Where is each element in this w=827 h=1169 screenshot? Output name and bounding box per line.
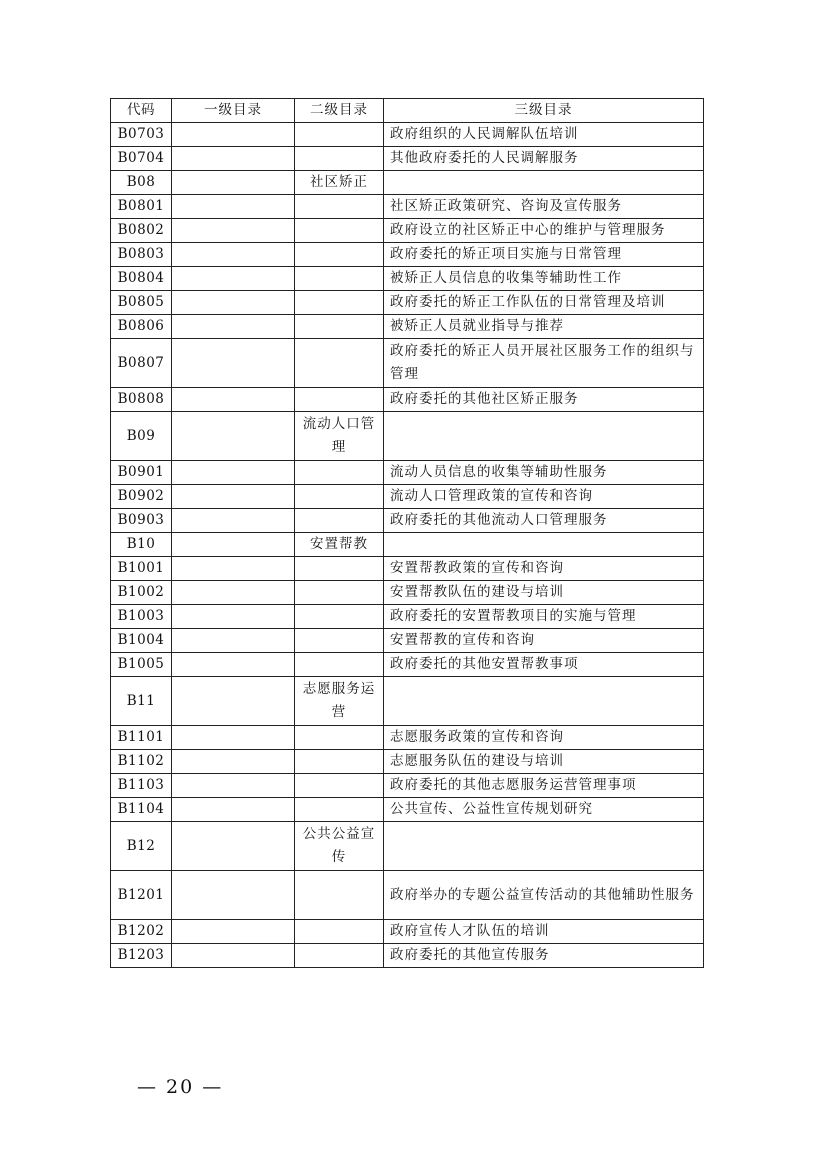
row-code: B1104 bbox=[111, 798, 172, 822]
row-code: B1201 bbox=[111, 871, 172, 920]
row-code: B1202 bbox=[111, 920, 172, 944]
row-code: B0703 bbox=[111, 123, 172, 147]
row-level2 bbox=[295, 388, 384, 412]
row-level2 bbox=[295, 147, 384, 171]
row-level1 bbox=[172, 388, 295, 412]
row-code: B0806 bbox=[111, 315, 172, 339]
row-level3: 政府委托的矫正项目实施与日常管理 bbox=[384, 243, 704, 267]
row-level3: 安置帮教队伍的建设与培训 bbox=[384, 581, 704, 605]
table-row bbox=[111, 339, 704, 388]
row-code: B1001 bbox=[111, 557, 172, 581]
row-level1 bbox=[172, 726, 295, 750]
row-level2 bbox=[295, 581, 384, 605]
row-level1 bbox=[172, 653, 295, 677]
table-row bbox=[111, 822, 704, 871]
row-level1 bbox=[172, 461, 295, 485]
row-code: B0807 bbox=[111, 339, 172, 388]
row-level3 bbox=[384, 822, 704, 871]
table-row bbox=[111, 267, 704, 291]
table-row bbox=[111, 774, 704, 798]
row-level3: 政府委托的其他志愿服务运营管理事项 bbox=[384, 774, 704, 798]
row-level2: 安置帮教 bbox=[295, 533, 384, 557]
table-row bbox=[111, 944, 704, 968]
row-code: B0801 bbox=[111, 195, 172, 219]
row-level3 bbox=[384, 677, 704, 726]
row-level3: 志愿服务队伍的建设与培训 bbox=[384, 750, 704, 774]
row-code: B0901 bbox=[111, 461, 172, 485]
row-level2 bbox=[295, 726, 384, 750]
row-level3: 流动人员信息的收集等辅助性服务 bbox=[384, 461, 704, 485]
table-row bbox=[111, 533, 704, 557]
row-code: B0903 bbox=[111, 509, 172, 533]
row-level3: 安置帮教政策的宣传和咨询 bbox=[384, 557, 704, 581]
table-row bbox=[111, 219, 704, 243]
row-level2 bbox=[295, 509, 384, 533]
row-code: B0803 bbox=[111, 243, 172, 267]
row-code: B1004 bbox=[111, 629, 172, 653]
row-level1 bbox=[172, 798, 295, 822]
row-level3 bbox=[384, 412, 704, 461]
row-level2 bbox=[295, 243, 384, 267]
row-level1 bbox=[172, 629, 295, 653]
row-code: B0804 bbox=[111, 267, 172, 291]
row-level3: 政府委托的矫正人员开展社区服务工作的组织与管理 bbox=[384, 339, 704, 388]
table-row bbox=[111, 195, 704, 219]
table-row bbox=[111, 485, 704, 509]
row-level1 bbox=[172, 485, 295, 509]
table-row bbox=[111, 147, 704, 171]
row-level2 bbox=[295, 920, 384, 944]
row-level3: 政府委托的其他宣传服务 bbox=[384, 944, 704, 968]
row-code: B1002 bbox=[111, 581, 172, 605]
row-level3 bbox=[384, 533, 704, 557]
table-row bbox=[111, 798, 704, 822]
row-level3: 公共宣传、公益性宣传规划研究 bbox=[384, 798, 704, 822]
row-level3: 政府组织的人民调解队伍培训 bbox=[384, 123, 704, 147]
row-level1 bbox=[172, 339, 295, 388]
row-code: B10 bbox=[111, 533, 172, 557]
row-level1 bbox=[172, 871, 295, 920]
row-level2: 公共公益宣传 bbox=[295, 822, 384, 871]
row-level3: 志愿服务政策的宣传和咨询 bbox=[384, 726, 704, 750]
row-level1 bbox=[172, 123, 295, 147]
row-level2 bbox=[295, 339, 384, 388]
header-row bbox=[111, 99, 704, 123]
row-level3: 被矫正人员信息的收集等辅助性工作 bbox=[384, 267, 704, 291]
table-row bbox=[111, 871, 704, 920]
row-code: B12 bbox=[111, 822, 172, 871]
row-level1 bbox=[172, 171, 295, 195]
row-level3 bbox=[384, 171, 704, 195]
table-row bbox=[111, 653, 704, 677]
row-level1 bbox=[172, 920, 295, 944]
row-level3: 政府委托的矫正工作队伍的日常管理及培训 bbox=[384, 291, 704, 315]
table-row bbox=[111, 605, 704, 629]
table-row bbox=[111, 920, 704, 944]
row-level2 bbox=[295, 315, 384, 339]
table-row bbox=[111, 171, 704, 195]
row-level3: 政府宣传人才队伍的培训 bbox=[384, 920, 704, 944]
row-code: B0902 bbox=[111, 485, 172, 509]
row-code: B1203 bbox=[111, 944, 172, 968]
row-level3: 其他政府委托的人民调解服务 bbox=[384, 147, 704, 171]
table-row bbox=[111, 581, 704, 605]
row-level1 bbox=[172, 147, 295, 171]
table-row bbox=[111, 461, 704, 485]
row-code: B0802 bbox=[111, 219, 172, 243]
table-row bbox=[111, 629, 704, 653]
row-level2: 社区矫正 bbox=[295, 171, 384, 195]
row-code: B1003 bbox=[111, 605, 172, 629]
row-level1 bbox=[172, 219, 295, 243]
row-level1 bbox=[172, 291, 295, 315]
row-level2 bbox=[295, 291, 384, 315]
row-level1 bbox=[172, 509, 295, 533]
row-level3: 安置帮教的宣传和咨询 bbox=[384, 629, 704, 653]
row-level3: 被矫正人员就业指导与推荐 bbox=[384, 315, 704, 339]
table-row bbox=[111, 726, 704, 750]
row-level2 bbox=[295, 123, 384, 147]
table-row bbox=[111, 677, 704, 726]
row-code: B08 bbox=[111, 171, 172, 195]
row-level1 bbox=[172, 581, 295, 605]
row-level3: 政府委托的安置帮教项目的实施与管理 bbox=[384, 605, 704, 629]
row-level2 bbox=[295, 267, 384, 291]
row-level3: 社区矫正政策研究、咨询及宣传服务 bbox=[384, 195, 704, 219]
catalog-table bbox=[110, 98, 704, 968]
table-row bbox=[111, 388, 704, 412]
row-level1 bbox=[172, 533, 295, 557]
header-level3: 三级目录 bbox=[384, 99, 704, 123]
row-level2 bbox=[295, 219, 384, 243]
row-level2 bbox=[295, 798, 384, 822]
row-level2 bbox=[295, 605, 384, 629]
row-code: B1103 bbox=[111, 774, 172, 798]
header-code: 代码 bbox=[111, 99, 172, 123]
header-level1: 一级目录 bbox=[172, 99, 295, 123]
row-level2 bbox=[295, 629, 384, 653]
row-code: B09 bbox=[111, 412, 172, 461]
row-level2 bbox=[295, 653, 384, 677]
table-row bbox=[111, 243, 704, 267]
row-level1 bbox=[172, 315, 295, 339]
row-level2 bbox=[295, 750, 384, 774]
row-level3: 政府举办的专题公益宣传活动的其他辅助性服务 bbox=[384, 871, 704, 920]
table-row bbox=[111, 123, 704, 147]
table-row bbox=[111, 750, 704, 774]
table-body bbox=[111, 123, 704, 968]
row-level1 bbox=[172, 750, 295, 774]
row-code: B0704 bbox=[111, 147, 172, 171]
row-level1 bbox=[172, 412, 295, 461]
row-level3: 政府委托的其他流动人口管理服务 bbox=[384, 509, 704, 533]
row-level2: 志愿服务运营 bbox=[295, 677, 384, 726]
row-level2: 流动人口管理 bbox=[295, 412, 384, 461]
row-level1 bbox=[172, 822, 295, 871]
row-level2 bbox=[295, 871, 384, 920]
table-row bbox=[111, 557, 704, 581]
row-code: B11 bbox=[111, 677, 172, 726]
row-level2 bbox=[295, 774, 384, 798]
table-row bbox=[111, 291, 704, 315]
row-level1 bbox=[172, 243, 295, 267]
table-row bbox=[111, 412, 704, 461]
row-code: B1101 bbox=[111, 726, 172, 750]
header-level2: 二级目录 bbox=[295, 99, 384, 123]
row-level2 bbox=[295, 944, 384, 968]
row-level2 bbox=[295, 461, 384, 485]
table-row bbox=[111, 509, 704, 533]
row-level1 bbox=[172, 774, 295, 798]
row-code: B1102 bbox=[111, 750, 172, 774]
row-level2 bbox=[295, 557, 384, 581]
row-level1 bbox=[172, 557, 295, 581]
row-level3: 流动人口管理政策的宣传和咨询 bbox=[384, 485, 704, 509]
row-level1 bbox=[172, 195, 295, 219]
row-level3: 政府设立的社区矫正中心的维护与管理服务 bbox=[384, 219, 704, 243]
row-level1 bbox=[172, 677, 295, 726]
row-code: B0808 bbox=[111, 388, 172, 412]
table-header bbox=[111, 99, 704, 123]
row-level2 bbox=[295, 195, 384, 219]
row-level1 bbox=[172, 944, 295, 968]
row-code: B1005 bbox=[111, 653, 172, 677]
page-number: — 20 — bbox=[137, 1076, 224, 1098]
row-level1 bbox=[172, 605, 295, 629]
row-level3: 政府委托的其他社区矫正服务 bbox=[384, 388, 704, 412]
row-level3: 政府委托的其他安置帮教事项 bbox=[384, 653, 704, 677]
table-row bbox=[111, 315, 704, 339]
row-code: B0805 bbox=[111, 291, 172, 315]
row-level1 bbox=[172, 267, 295, 291]
row-level2 bbox=[295, 485, 384, 509]
